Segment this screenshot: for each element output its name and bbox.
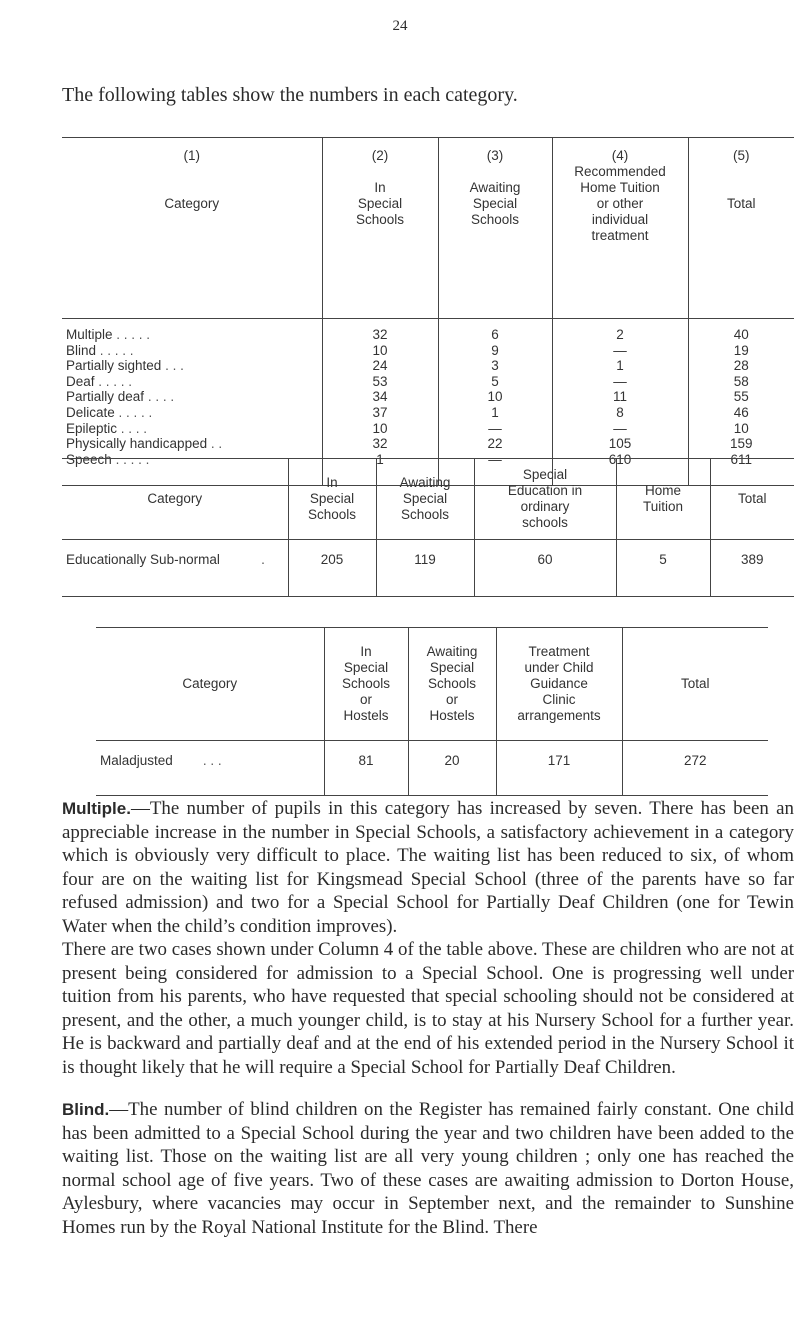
table-header-row [62,459,794,540]
table-row: Maladjusted . . . 81 20 171 272 [96,741,768,796]
column-header-special-education: Special Education in ordinary schools [474,459,616,540]
paragraph-multiple: Multiple.—The number of pupils in this category has increased by seven. There has been an appreciable increase in the number in Special Schools, a satisfactory achievement in a category which is obviously very difficult to place. The waiting list has been reduced to six, of whom four are on the waiting list for Kingsmead Special School (three of the parents have so far refused admission) and two for a Special School for Partially Deaf Children (one for Tewin Water when the child’s condition improves). [62,798,794,937]
table-row: Delicate . . . . . 37 1 8 46 [62,405,794,421]
body-text [62,797,794,1239]
column-header-awaiting-special-schools: Awaiting Special Schools [376,459,474,540]
table-row: Blind . . . . . 10 9 — 19 [62,343,794,359]
column-header-in-special-schools: (2) In Special Schools [322,138,438,319]
paragraph-lead-multiple: Multiple. [62,799,131,818]
paragraph-lead-blind: Blind. [62,1100,110,1119]
paragraph-blind: Blind.—The number of blind children on the Register has remained fairly constant. One child has been admitted to a Special School during the year and two children have been added to the waiting list. Those on the waiting list are all very young children ; only one has reached the normal school age of five years. Two of these cases are awaiting admission to Dorton House, Aylesbury, where vacancies may occur in September next, and the remainder to Sunshine Homes run by the Royal National Institute for the Blind. There [62,1099,794,1238]
table-header-row [62,138,794,319]
table-row: Deaf . . . . . 53 5 — 58 [62,374,794,390]
table-educationally-subnormal [62,458,794,597]
column-header-home-tuition: (4) Recommended Home Tuition or other individual treatment [552,138,688,319]
column-header-in-special-schools: In Special Schools [288,459,376,540]
column-header-awaiting-special-schools: Awaiting Special Schools or Hostels [408,628,496,741]
table-row: Educationally Sub-normal . 205 119 60 5 389 [62,540,794,597]
table-handicap-categories [62,137,794,486]
column-header-category: Category [62,459,288,540]
column-header-total: Total [622,628,768,741]
table-row: Multiple . . . . . 32 6 2 40 [62,319,794,343]
column-header-home-tuition: Home Tuition [616,459,710,540]
column-header-total: (5) Total [688,138,794,319]
table-row: Partially sighted . . . 24 3 1 28 [62,358,794,374]
table-maladjusted [96,627,768,796]
column-header-category: (1) Category [62,138,322,319]
table-row: Speech . . . . . 1 — 610 611 [62,452,794,486]
table-row: Epileptic . . . . 10 — — 10 [62,421,794,437]
column-header-child-guidance: Treatment under Child Guidance Clinic arrangements [496,628,622,741]
paragraph-column-4: There are two cases shown under Column 4 of the table above. These are children who are not at present being considered for admission to a Special School. One is progressing well under tuition from his parents, who have requested that special schooling should not be considered at present, and the other, a much younger child, is to stay at his Nursery School for a further year. He is backward and partially deaf and at the end of his extended period in the Nursery School it is thought likely that he will require a Special School for Partially Deaf Children. [62,939,794,1078]
column-header-category: Category [96,628,324,741]
table-header-row [96,628,768,741]
table-row: Partially deaf . . . . 34 10 11 55 [62,389,794,405]
intro-sentence: The following tables show the numbers in each category. [62,84,518,106]
page-number: 24 [392,18,408,34]
column-header-awaiting-special-schools: (3) Awaiting Special Schools [438,138,552,319]
table-row: Physically handicapped . . 32 22 105 159 [62,436,794,452]
column-header-total: Total [710,459,794,540]
column-header-in-special-schools: In Special Schools or Hostels [324,628,408,741]
